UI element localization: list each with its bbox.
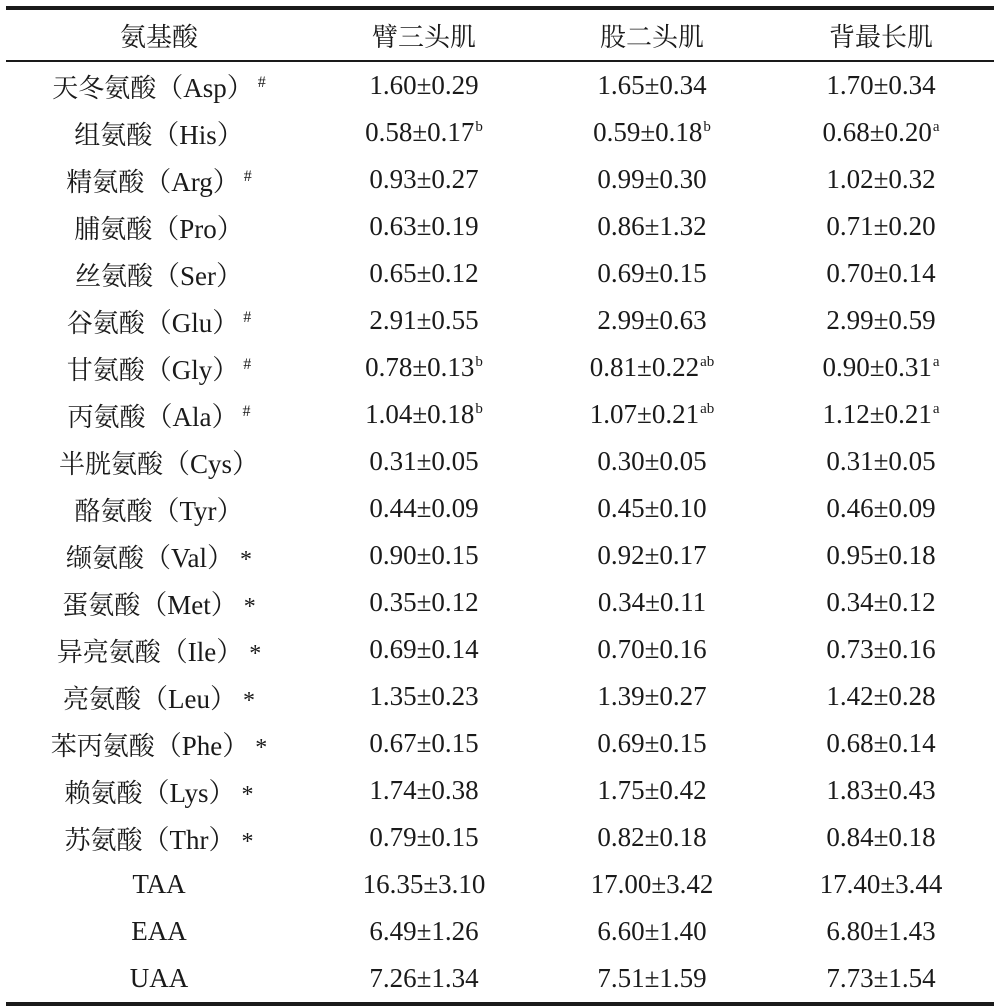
amino-acid-abbreviation: （Glu） xyxy=(144,308,240,338)
value-cell xyxy=(312,438,536,485)
value-cell xyxy=(312,250,536,297)
value-cell xyxy=(536,861,768,908)
amino-acid-chinese-name: 蛋氨酸 xyxy=(62,591,141,621)
mean-sd-value: 0.31±0.05 xyxy=(369,446,479,476)
table-row xyxy=(6,955,994,1004)
value-cell xyxy=(312,532,536,579)
significance-letter: a xyxy=(932,401,940,417)
amino-acid-abbreviation: （Val） xyxy=(144,543,234,573)
value-cell xyxy=(536,485,768,532)
mean-sd-value: 0.84±0.18 xyxy=(826,822,936,852)
value-cell xyxy=(768,720,994,767)
amino-acid-abbreviation: （His） xyxy=(152,120,244,150)
header-biceps-femoris: 股二头肌 xyxy=(599,22,704,53)
table-row xyxy=(6,391,994,438)
table-header-row xyxy=(6,8,994,61)
value-cell xyxy=(536,955,768,1004)
value-cell xyxy=(312,156,536,203)
mean-sd-value: 0.93±0.27 xyxy=(369,164,479,194)
header-triceps: 臂三头肌 xyxy=(371,22,476,53)
essential-marker: * xyxy=(255,735,268,761)
amino-acid-chinese-name: 缬氨酸 xyxy=(65,544,144,574)
amino-acid-abbreviation: （Tyr） xyxy=(152,496,244,526)
mean-sd-value: 0.69±0.15 xyxy=(597,728,707,758)
value-cell xyxy=(768,61,994,109)
umami-marker: # xyxy=(243,356,252,373)
table-row xyxy=(6,203,994,250)
value-cell xyxy=(312,955,536,1004)
table-row xyxy=(6,485,994,532)
amino-acid-chinese-name: 酪氨酸 xyxy=(74,497,153,527)
amino-acid-abbreviation: （Gly） xyxy=(144,355,240,385)
value-cell xyxy=(768,626,994,673)
amino-acid-name-cell xyxy=(6,626,312,673)
table-row xyxy=(6,767,994,814)
table-row xyxy=(6,579,994,626)
value-cell xyxy=(768,109,994,156)
table-row xyxy=(6,344,994,391)
value-cell xyxy=(312,626,536,673)
amino-acid-abbreviation: （Cys） xyxy=(162,449,260,479)
significance-letter: ab xyxy=(700,401,715,417)
value-cell xyxy=(536,344,768,391)
mean-sd-value: 0.81±0.22 xyxy=(589,352,700,382)
amino-acid-chinese-name: 丙氨酸 xyxy=(67,403,146,433)
amino-acid-name-cell xyxy=(6,203,312,250)
mean-sd-value: 7.51±1.59 xyxy=(597,963,707,993)
significance-letter: b xyxy=(475,354,483,370)
amino-acid-chinese-name: 精氨酸 xyxy=(66,168,145,198)
value-cell xyxy=(536,391,768,438)
mean-sd-value: 0.69±0.14 xyxy=(369,634,479,664)
amino-acid-chinese-name: 甘氨酸 xyxy=(66,356,145,386)
value-cell xyxy=(312,720,536,767)
mean-sd-value: 1.07±0.21 xyxy=(589,399,700,429)
mean-sd-value: 0.63±0.19 xyxy=(369,211,479,241)
amino-acid-table-container xyxy=(6,6,994,1006)
table-body xyxy=(6,61,994,1004)
mean-sd-value: 0.82±0.18 xyxy=(597,822,707,852)
value-cell xyxy=(536,767,768,814)
value-cell xyxy=(536,438,768,485)
value-cell xyxy=(312,109,536,156)
mean-sd-value: 0.68±0.14 xyxy=(826,728,936,758)
significance-letter: b xyxy=(475,119,483,135)
value-cell xyxy=(536,720,768,767)
value-cell xyxy=(536,814,768,861)
mean-sd-value: 17.00±3.42 xyxy=(590,869,714,899)
value-cell xyxy=(768,532,994,579)
mean-sd-value: 0.95±0.18 xyxy=(826,540,936,570)
summary-label: TAA xyxy=(132,869,186,899)
value-cell xyxy=(312,297,536,344)
mean-sd-value: 0.69±0.15 xyxy=(597,258,707,288)
value-cell xyxy=(768,344,994,391)
value-cell xyxy=(536,250,768,297)
mean-sd-value: 0.73±0.16 xyxy=(826,634,936,664)
mean-sd-value: 0.58±0.17 xyxy=(365,117,475,147)
umami-marker: # xyxy=(243,309,252,326)
mean-sd-value: 2.91±0.55 xyxy=(369,305,479,335)
mean-sd-value: 0.46±0.09 xyxy=(826,493,936,523)
amino-acid-abbreviation: （Arg） xyxy=(144,167,240,197)
amino-acid-name-cell xyxy=(6,297,312,344)
amino-acid-name-cell xyxy=(6,579,312,626)
significance-letter: b xyxy=(475,401,483,417)
value-cell xyxy=(768,297,994,344)
header-amino-acid: 氨基酸 xyxy=(119,22,198,53)
amino-acid-name-cell xyxy=(6,861,312,908)
table-row xyxy=(6,908,994,955)
mean-sd-value: 1.39±0.27 xyxy=(597,681,707,711)
essential-marker: * xyxy=(243,688,255,714)
mean-sd-value: 6.49±1.26 xyxy=(369,916,479,946)
value-cell xyxy=(536,203,768,250)
table-row xyxy=(6,438,994,485)
mean-sd-value: 0.70±0.14 xyxy=(826,258,936,288)
value-cell xyxy=(536,579,768,626)
amino-acid-name-cell xyxy=(6,814,312,861)
amino-acid-chinese-name: 苯丙氨酸 xyxy=(50,732,155,762)
value-cell xyxy=(768,438,994,485)
mean-sd-value: 6.80±1.43 xyxy=(826,916,936,946)
table-row xyxy=(6,626,994,673)
mean-sd-value: 1.35±0.23 xyxy=(369,681,479,711)
value-cell xyxy=(536,61,768,109)
mean-sd-value: 0.44±0.09 xyxy=(369,493,479,523)
amino-acid-abbreviation: （Phe） xyxy=(154,731,250,761)
value-cell xyxy=(312,61,536,109)
mean-sd-value: 7.73±1.54 xyxy=(826,963,936,993)
mean-sd-value: 1.70±0.34 xyxy=(826,70,936,100)
mean-sd-value: 0.90±0.15 xyxy=(369,540,479,570)
value-cell xyxy=(768,391,994,438)
amino-acid-name-cell xyxy=(6,908,312,955)
mean-sd-value: 0.34±0.12 xyxy=(826,587,936,617)
mean-sd-value: 0.71±0.20 xyxy=(826,211,936,241)
amino-acid-name-cell xyxy=(6,438,312,485)
table-row xyxy=(6,297,994,344)
value-cell xyxy=(768,673,994,720)
mean-sd-value: 6.60±1.40 xyxy=(597,916,707,946)
table-row xyxy=(6,250,994,297)
amino-acid-name-cell xyxy=(6,391,312,438)
amino-acid-abbreviation: （Ile） xyxy=(160,637,244,667)
amino-acid-abbreviation: （Pro） xyxy=(152,214,244,244)
significance-letter: ab xyxy=(700,354,715,370)
value-cell xyxy=(768,908,994,955)
amino-acid-chinese-name: 脯氨酸 xyxy=(74,215,153,245)
essential-marker: * xyxy=(243,594,256,620)
value-cell xyxy=(312,579,536,626)
value-cell xyxy=(312,673,536,720)
amino-acid-table xyxy=(6,6,994,1006)
value-cell xyxy=(312,767,536,814)
mean-sd-value: 1.60±0.29 xyxy=(369,70,479,100)
mean-sd-value: 1.75±0.42 xyxy=(597,775,707,805)
amino-acid-name-cell xyxy=(6,673,312,720)
summary-label: UAA xyxy=(129,963,189,993)
value-cell xyxy=(768,485,994,532)
mean-sd-value: 1.02±0.32 xyxy=(826,164,936,194)
value-cell xyxy=(312,814,536,861)
mean-sd-value: 1.83±0.43 xyxy=(826,775,936,805)
mean-sd-value: 0.30±0.05 xyxy=(597,446,707,476)
mean-sd-value: 0.70±0.16 xyxy=(597,634,707,664)
mean-sd-value: 17.40±3.44 xyxy=(819,869,943,899)
table-row xyxy=(6,532,994,579)
value-cell xyxy=(312,485,536,532)
value-cell xyxy=(312,203,536,250)
amino-acid-name-cell xyxy=(6,955,312,1004)
mean-sd-value: 0.35±0.12 xyxy=(369,587,479,617)
mean-sd-value: 1.12±0.21 xyxy=(822,399,932,429)
mean-sd-value: 2.99±0.59 xyxy=(826,305,936,335)
umami-marker: # xyxy=(257,74,266,91)
mean-sd-value: 0.31±0.05 xyxy=(826,446,936,476)
mean-sd-value: 0.45±0.10 xyxy=(597,493,707,523)
mean-sd-value: 0.92±0.17 xyxy=(597,540,707,570)
amino-acid-chinese-name: 苏氨酸 xyxy=(64,826,143,856)
amino-acid-abbreviation: （Thr） xyxy=(142,825,236,855)
amino-acid-abbreviation: （Met） xyxy=(140,590,238,620)
amino-acid-name-cell xyxy=(6,532,312,579)
mean-sd-value: 0.99±0.30 xyxy=(597,164,707,194)
table-row xyxy=(6,861,994,908)
significance-letter: a xyxy=(932,119,940,135)
mean-sd-value: 0.90±0.31 xyxy=(822,352,932,382)
value-cell xyxy=(768,814,994,861)
table-row xyxy=(6,814,994,861)
value-cell xyxy=(536,532,768,579)
value-cell xyxy=(536,626,768,673)
table-row xyxy=(6,109,994,156)
value-cell xyxy=(312,344,536,391)
umami-marker: # xyxy=(242,403,251,420)
essential-marker: * xyxy=(241,782,254,808)
value-cell xyxy=(312,391,536,438)
amino-acid-abbreviation: （Leu） xyxy=(141,684,237,714)
mean-sd-value: 1.74±0.38 xyxy=(369,775,479,805)
value-cell xyxy=(536,156,768,203)
amino-acid-chinese-name: 丝氨酸 xyxy=(74,262,153,292)
value-cell xyxy=(312,861,536,908)
amino-acid-abbreviation: （Asp） xyxy=(156,73,254,103)
value-cell xyxy=(536,673,768,720)
table-row xyxy=(6,720,994,767)
amino-acid-name-cell xyxy=(6,720,312,767)
essential-marker: * xyxy=(241,829,254,855)
amino-acid-abbreviation: （Lys） xyxy=(142,778,236,808)
amino-acid-chinese-name: 异亮氨酸 xyxy=(56,638,161,668)
mean-sd-value: 16.35±3.10 xyxy=(362,869,486,899)
essential-marker: * xyxy=(240,547,252,573)
umami-marker: # xyxy=(243,168,252,185)
mean-sd-value: 0.34±0.11 xyxy=(597,587,707,617)
amino-acid-name-cell xyxy=(6,156,312,203)
mean-sd-value: 0.65±0.12 xyxy=(369,258,479,288)
table-row xyxy=(6,61,994,109)
mean-sd-value: 0.59±0.18 xyxy=(593,117,703,147)
header-longissimus-dorsi: 背最长肌 xyxy=(828,22,933,53)
amino-acid-chinese-name: 组氨酸 xyxy=(74,121,153,151)
amino-acid-chinese-name: 亮氨酸 xyxy=(63,685,142,715)
value-cell xyxy=(768,156,994,203)
essential-marker: * xyxy=(249,641,262,667)
mean-sd-value: 7.26±1.34 xyxy=(369,963,479,993)
value-cell xyxy=(768,203,994,250)
mean-sd-value: 0.79±0.15 xyxy=(369,822,479,852)
amino-acid-abbreviation: （Ala） xyxy=(145,402,239,432)
mean-sd-value: 1.04±0.18 xyxy=(365,399,475,429)
mean-sd-value: 0.78±0.13 xyxy=(365,352,475,382)
value-cell xyxy=(768,861,994,908)
summary-label: EAA xyxy=(131,916,187,946)
significance-letter: b xyxy=(703,119,711,135)
significance-letter: a xyxy=(932,354,940,370)
amino-acid-chinese-name: 谷氨酸 xyxy=(66,309,145,339)
amino-acid-chinese-name: 赖氨酸 xyxy=(64,779,143,809)
mean-sd-value: 0.86±1.32 xyxy=(597,211,707,241)
value-cell xyxy=(312,908,536,955)
amino-acid-name-cell xyxy=(6,485,312,532)
value-cell xyxy=(768,250,994,297)
amino-acid-name-cell xyxy=(6,61,312,109)
value-cell xyxy=(536,908,768,955)
amino-acid-name-cell xyxy=(6,344,312,391)
amino-acid-chinese-name: 半胱氨酸 xyxy=(58,450,163,480)
mean-sd-value: 0.68±0.20 xyxy=(822,117,932,147)
amino-acid-name-cell xyxy=(6,767,312,814)
amino-acid-chinese-name: 天冬氨酸 xyxy=(52,74,157,104)
mean-sd-value: 2.99±0.63 xyxy=(597,305,707,335)
value-cell xyxy=(768,955,994,1004)
value-cell xyxy=(536,109,768,156)
value-cell xyxy=(768,579,994,626)
amino-acid-abbreviation: （Ser） xyxy=(153,261,243,291)
mean-sd-value: 1.42±0.28 xyxy=(826,681,936,711)
mean-sd-value: 0.67±0.15 xyxy=(369,728,479,758)
mean-sd-value: 1.65±0.34 xyxy=(597,70,707,100)
table-row xyxy=(6,156,994,203)
value-cell xyxy=(768,767,994,814)
amino-acid-name-cell xyxy=(6,109,312,156)
amino-acid-name-cell xyxy=(6,250,312,297)
table-row xyxy=(6,673,994,720)
value-cell xyxy=(536,297,768,344)
